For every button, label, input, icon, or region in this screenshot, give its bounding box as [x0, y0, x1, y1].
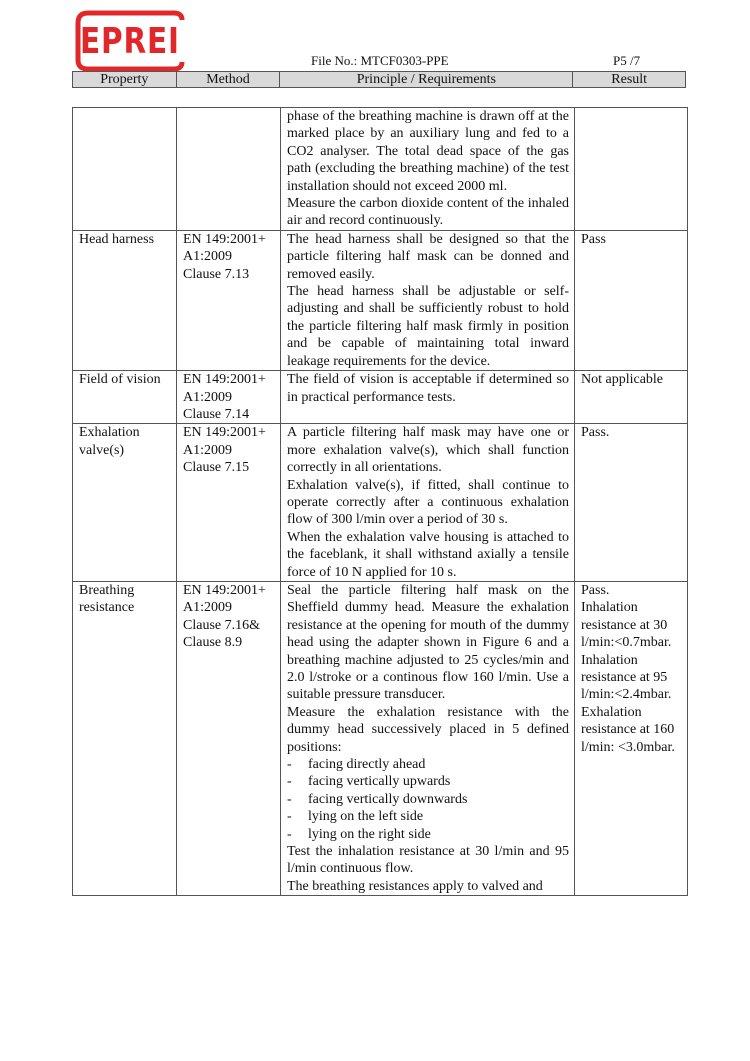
result-line: Exhalation resistance at 160 l/min: <3.0mbar. — [581, 704, 675, 755]
requirement-paragraph: phase of the breathing machine is drawn off at the marked place by an auxiliary lung and fed to a CO2 analyser. The total dead space of the gas path (excluding the breathing machine) of the test installation should not exceed 2000 ml. — [287, 109, 569, 194]
result-line: Inhalation resistance at 95 l/min:<2.4mbar. — [581, 652, 672, 703]
requirements-cell — [281, 371, 575, 424]
result-cell — [575, 108, 688, 231]
bullet-text: lying on the right side — [308, 826, 431, 842]
table-row — [73, 424, 688, 582]
bullet-item — [287, 756, 569, 773]
method-cell — [177, 581, 281, 895]
table-row — [73, 581, 688, 895]
method-line: A1:2009 — [183, 389, 232, 405]
eprei-logo — [74, 10, 186, 72]
bullet-item — [287, 773, 569, 790]
bullet-text: facing vertically downwards — [308, 791, 468, 807]
logo-text: EPREI — [80, 21, 180, 62]
requirement-paragraph: The breathing resistances apply to valved and — [287, 878, 543, 894]
requirement-paragraph: The head harness shall be adjustable or self-adjusting and shall be sufficiently robust to hold the particle filtering half mask firmly in position and be capable of maintaining total inward leakage requirements for the device. — [287, 284, 569, 369]
file-number: File No.: MTCF0303-PPE — [311, 53, 449, 68]
requirement-paragraph: When the exhalation valve housing is attached to the faceblank, it shall withstand axially a tensile force of 10 N applied for 10 s. — [287, 529, 569, 580]
requirement-paragraph: Measure the exhalation resistance with the dummy head successively placed in 5 defined positions: — [287, 704, 569, 755]
property-name: Head harness — [79, 231, 155, 247]
column-header-bar — [72, 71, 686, 88]
column-header-property: Property — [73, 72, 177, 87]
bullet-item — [287, 791, 569, 808]
bullet-dash-icon: - — [287, 757, 292, 773]
property-name: Breathing resistance — [79, 582, 135, 616]
result-line: Inhalation resistance at 30 l/min:<0.7mbar. — [581, 600, 672, 651]
method-line: A1:2009 — [183, 600, 232, 616]
result-line: Pass. — [581, 425, 610, 441]
method-line: EN 149:2001+ — [183, 231, 266, 247]
requirements-cell — [281, 424, 575, 582]
property-cell — [73, 581, 177, 895]
table-row — [73, 108, 688, 231]
property-name: Field of vision — [79, 372, 161, 388]
requirement-paragraph: Measure the carbon dioxide content of the inhaled air and record continuously. — [287, 196, 569, 229]
property-cell — [73, 424, 177, 582]
requirement-paragraph: A particle filtering half mask may have one or more exhalation valve(s), which shall function correctly in all orientations. — [287, 425, 569, 476]
bullet-text: facing vertically upwards — [308, 774, 451, 790]
method-cell — [177, 108, 281, 231]
requirements-cell — [281, 230, 575, 370]
requirement-paragraph: The head harness shall be designed so that the particle filtering half mask can be donned and removed easily. — [287, 231, 569, 282]
table-row — [73, 371, 688, 424]
requirements-cell — [281, 581, 575, 895]
result-cell — [575, 424, 688, 582]
requirement-paragraph: The field of vision is acceptable if determined so in practical performance tests. — [287, 372, 569, 405]
bullet-dash-icon: - — [287, 826, 292, 842]
requirement-paragraph: Seal the particle filtering half mask on the Sheffield dummy head. Measure the exhalation resistance at the opening for mouth of the dummy head using the adapter shown in Figure 6 and a breathing machine adjusted to 25 cycles/min and 2.0 l/stroke or a continous flow 160 l/min. Use a suitable pressure transducer. — [287, 582, 569, 703]
method-cell — [177, 424, 281, 582]
method-line: Clause 8.9 — [183, 635, 243, 651]
method-line: A1:2009 — [183, 442, 232, 458]
bullet-item — [287, 826, 569, 843]
bullet-dash-icon: - — [287, 809, 292, 825]
property-name: Exhalation valve(s) — [79, 425, 140, 458]
method-line: Clause 7.13 — [183, 266, 250, 282]
method-cell — [177, 371, 281, 424]
column-header-method: Method — [177, 72, 281, 87]
bullet-text: facing directly ahead — [308, 757, 426, 773]
requirement-paragraph: Exhalation valve(s), if fitted, shall continue to operate correctly after a continuous exhalation flow of 300 l/min over a period of 30 s. — [287, 477, 569, 528]
result-cell — [575, 230, 688, 370]
bullet-text: lying on the left side — [308, 809, 424, 825]
column-header-result: Result — [611, 72, 648, 87]
bullet-item — [287, 808, 569, 825]
method-line: A1:2009 — [183, 249, 232, 265]
result-line: Pass. — [581, 582, 610, 598]
result-cell — [575, 371, 688, 424]
method-line: EN 149:2001+ — [183, 372, 266, 388]
method-line: EN 149:2001+ — [183, 425, 266, 441]
bullet-dash-icon: - — [287, 774, 292, 790]
column-header-requirements: Principle / Requirements — [280, 72, 573, 87]
method-line: Clause 7.15 — [183, 460, 250, 476]
property-cell — [73, 230, 177, 370]
table-row — [73, 230, 688, 370]
method-line: EN 149:2001+ — [183, 582, 266, 598]
method-line: Clause 7.14 — [183, 406, 250, 422]
requirements-cell — [281, 108, 575, 231]
result-line: Not applicable — [581, 372, 664, 388]
result-cell — [575, 581, 688, 895]
page-number: P5 /7 — [613, 53, 641, 68]
property-cell — [73, 108, 177, 231]
method-line: Clause 7.16& — [183, 617, 260, 633]
bullet-dash-icon: - — [287, 791, 292, 807]
test-results-table — [72, 107, 688, 896]
requirement-paragraph: Test the inhalation resistance at 30 l/min and 95 l/min continuous flow. — [287, 844, 569, 877]
result-line: Pass — [581, 231, 606, 247]
method-cell — [177, 230, 281, 370]
property-cell — [73, 371, 177, 424]
